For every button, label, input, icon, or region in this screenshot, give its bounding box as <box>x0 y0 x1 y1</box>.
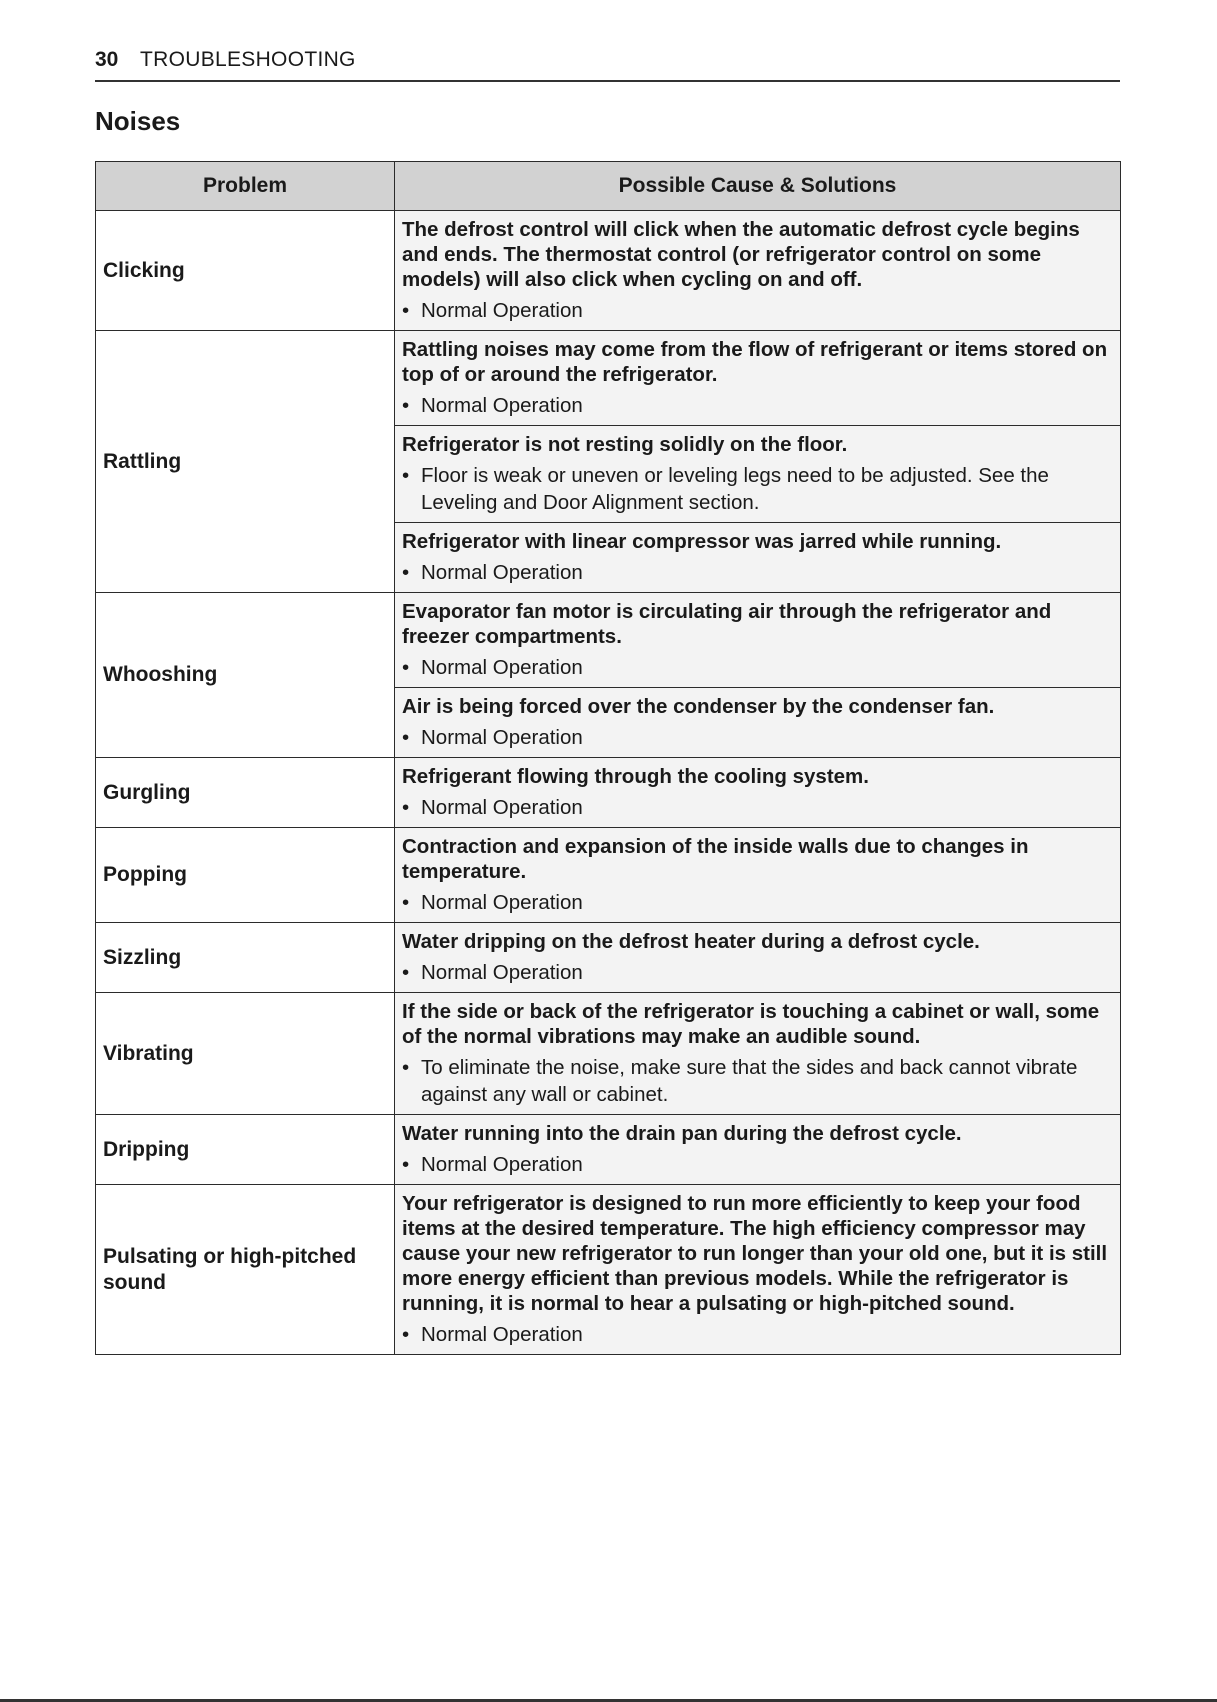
page-header <box>95 48 1120 82</box>
problem-cell: Sizzling <box>96 923 395 993</box>
problem-cell: Clicking <box>96 211 395 331</box>
solution-item <box>402 1151 1113 1178</box>
bullet-icon: • <box>402 1153 410 1176</box>
cause-cell <box>395 758 1121 828</box>
problem-cell: Gurgling <box>96 758 395 828</box>
solution-text: Normal Operation <box>421 656 583 679</box>
problem-cell: Whooshing <box>96 593 395 758</box>
page-title: Noises <box>95 106 181 136</box>
cause-cell <box>395 331 1121 426</box>
solution-text: Normal Operation <box>421 1153 583 1176</box>
cause-text: Water running into the drain pan during the defrost cycle. <box>402 1122 962 1145</box>
cause-cell <box>395 426 1121 523</box>
bullet-icon: • <box>402 299 410 322</box>
cause-cell <box>395 1115 1121 1185</box>
bullet-icon: • <box>402 394 410 417</box>
bullet-icon: • <box>402 1056 410 1079</box>
solution-text: Normal Operation <box>421 394 583 417</box>
bullet-icon: • <box>402 561 410 584</box>
column-header-cause: Possible Cause & Solutions <box>395 162 1121 211</box>
solution-text: Normal Operation <box>421 1323 583 1346</box>
problem-cell: Pulsating or high-pitched sound <box>96 1185 395 1355</box>
cause-text: Rattling noises may come from the flow of refrigerant or items stored on top of or around the refrigerator. <box>402 338 1108 386</box>
solution-item <box>402 959 1113 986</box>
solution-text: Normal Operation <box>421 961 583 984</box>
cause-cell <box>395 923 1121 993</box>
solution-item <box>402 889 1113 916</box>
bullet-icon: • <box>402 726 410 749</box>
cause-text: Water dripping on the defrost heater during a defrost cycle. <box>402 930 980 953</box>
section-label: TROUBLESHOOTING <box>140 48 356 71</box>
cause-cell <box>395 1185 1121 1355</box>
page-number: 30 <box>95 48 119 71</box>
table-row <box>96 1185 1121 1355</box>
cause-text: Refrigerant flowing through the cooling system. <box>402 765 869 788</box>
bullet-icon: • <box>402 891 410 914</box>
problem-cell: Dripping <box>96 1115 395 1185</box>
bullet-icon: • <box>402 464 410 487</box>
solution-text: To eliminate the noise, make sure that the sides and back cannot vibrate against any wall or cabinet. <box>421 1056 1078 1106</box>
solution-text: Floor is weak or uneven or leveling legs need to be adjusted. See the Leveling and Door Alignment section. <box>421 464 1049 514</box>
solution-text: Normal Operation <box>421 891 583 914</box>
cause-cell <box>395 828 1121 923</box>
solution-item <box>402 1321 1113 1348</box>
table-row <box>96 758 1121 828</box>
table-row <box>96 828 1121 923</box>
column-header-problem: Problem <box>96 162 395 211</box>
cause-text: If the side or back of the refrigerator is touching a cabinet or wall, some of the normal vibrations may make an audible sound. <box>402 1000 1100 1048</box>
cause-text: Evaporator fan motor is circulating air through the refrigerator and freezer compartments. <box>402 600 1052 648</box>
table-row <box>96 593 1121 688</box>
solution-item <box>402 297 1113 324</box>
solution-text: Normal Operation <box>421 561 583 584</box>
problem-cell: Vibrating <box>96 993 395 1115</box>
cause-text: Refrigerator with linear compressor was jarred while running. <box>402 530 1002 553</box>
solution-text: Normal Operation <box>421 299 583 322</box>
solution-item <box>402 654 1113 681</box>
cause-text: The defrost control will click when the automatic defrost cycle begins and ends. The thermostat control (or refrigerator control on some models) will also click when cycling on and off. <box>402 218 1080 291</box>
cause-cell <box>395 211 1121 331</box>
table-row <box>96 211 1121 331</box>
solution-item <box>402 794 1113 821</box>
solution-item <box>402 462 1113 516</box>
bullet-icon: • <box>402 796 410 819</box>
table-header-row <box>96 162 1121 211</box>
cause-text: Refrigerator is not resting solidly on the floor. <box>402 433 848 456</box>
noises-table <box>95 161 1121 1355</box>
solution-item <box>402 392 1113 419</box>
table-row <box>96 1115 1121 1185</box>
table-row <box>96 923 1121 993</box>
cause-text: Contraction and expansion of the inside walls due to changes in temperature. <box>402 835 1029 883</box>
bullet-icon: • <box>402 656 410 679</box>
solution-item <box>402 724 1113 751</box>
table-row <box>96 993 1121 1115</box>
cause-cell <box>395 523 1121 593</box>
problem-cell: Rattling <box>96 331 395 593</box>
cause-cell <box>395 593 1121 688</box>
cause-text: Your refrigerator is designed to run more efficiently to keep your food items at the desired temperature. The high efficiency compressor may cause your new refrigerator to run longer than your old one, but it is still more energy efficient than previous models. While the refrigerator is running, it is normal to hear a pulsating or high-pitched sound. <box>402 1192 1108 1315</box>
cause-text: Air is being forced over the condenser by the condenser fan. <box>402 695 995 718</box>
solution-text: Normal Operation <box>421 796 583 819</box>
problem-cell: Popping <box>96 828 395 923</box>
solution-item <box>402 1054 1113 1108</box>
cause-cell <box>395 688 1121 758</box>
solution-item <box>402 559 1113 586</box>
bullet-icon: • <box>402 961 410 984</box>
table-row <box>96 331 1121 426</box>
solution-text: Normal Operation <box>421 726 583 749</box>
bullet-icon: • <box>402 1323 410 1346</box>
cause-cell <box>395 993 1121 1115</box>
